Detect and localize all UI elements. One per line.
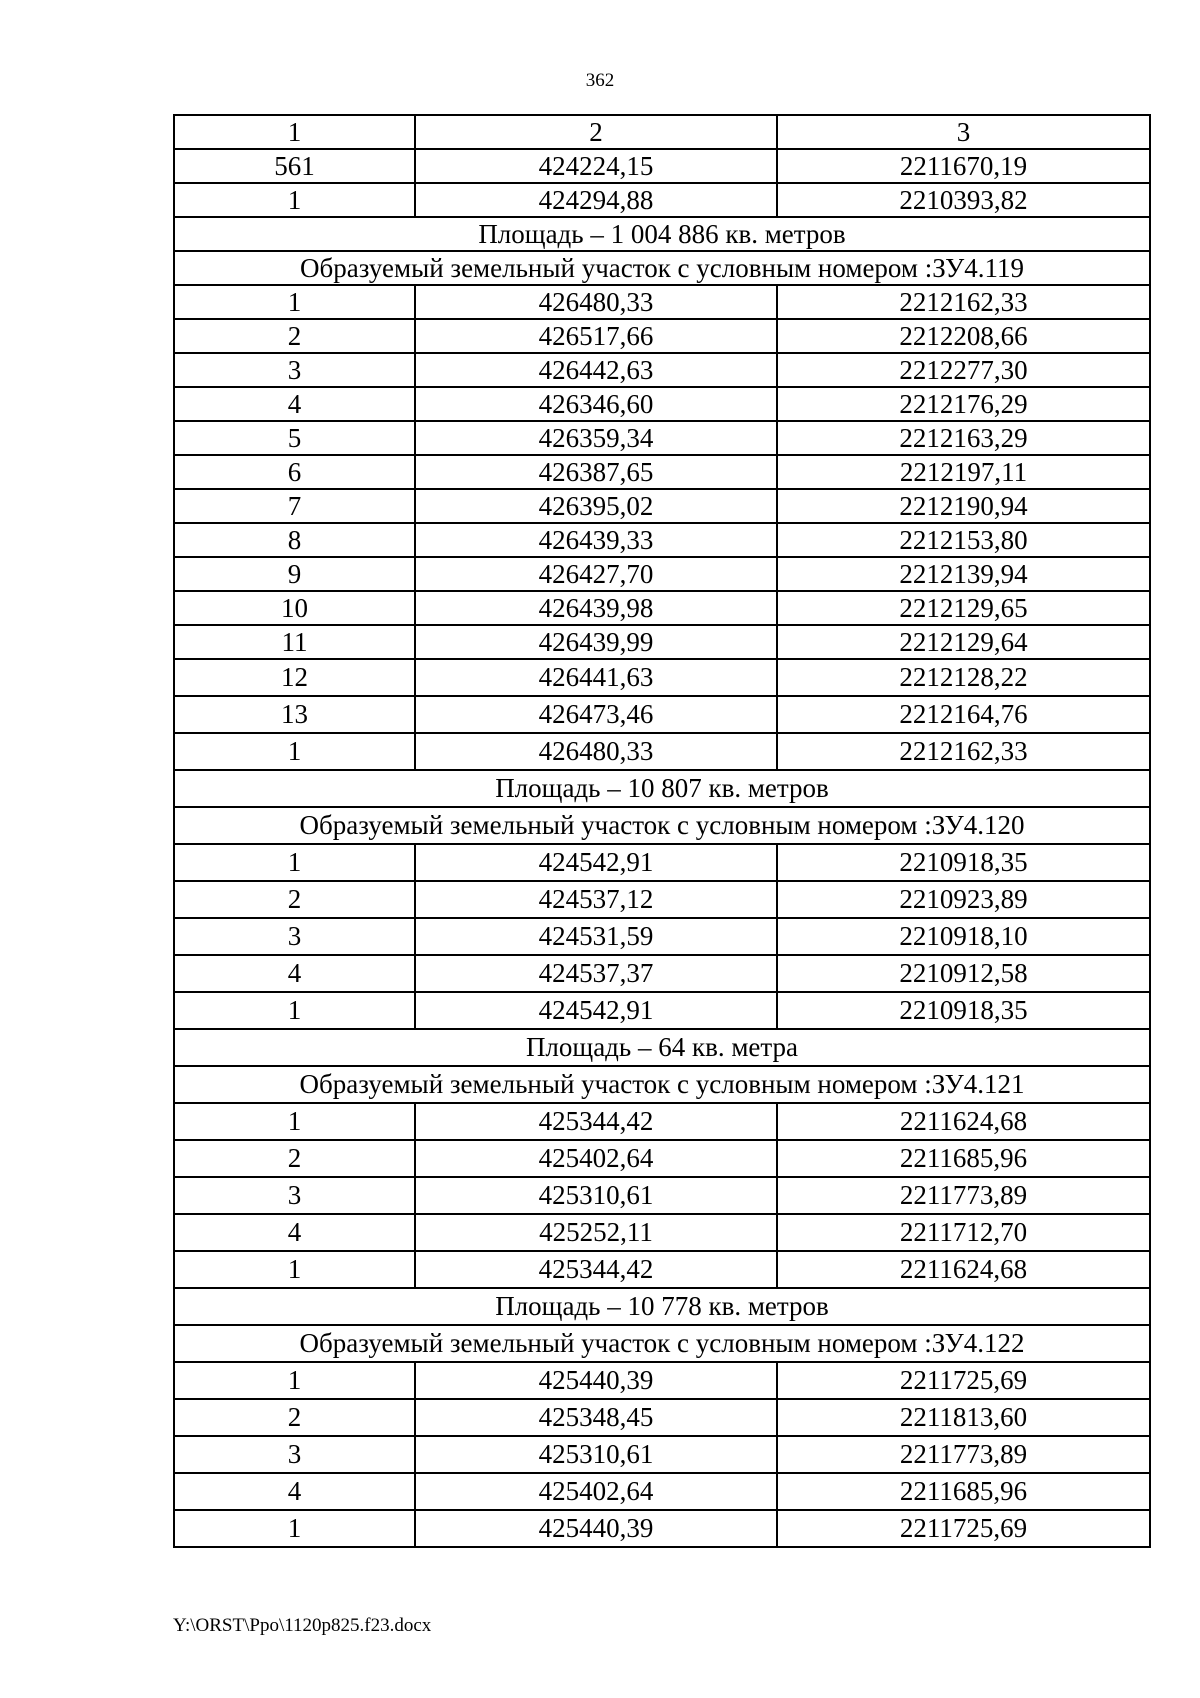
- x-coordinate-cell: 426427,70: [415, 557, 777, 591]
- x-coordinate-cell: 426439,33: [415, 523, 777, 557]
- point-number-cell: 3: [174, 918, 415, 955]
- header-row: [174, 115, 1150, 149]
- table-row: [174, 149, 1150, 183]
- area-row: [174, 217, 1150, 251]
- x-coordinate-cell: 426346,60: [415, 387, 777, 421]
- x-coordinate-cell: 426517,66: [415, 319, 777, 353]
- y-coordinate-cell: 2212190,94: [777, 489, 1150, 523]
- parcel-heading-cell: Образуемый земельный участок с условным номером :ЗУ4.119: [174, 251, 1150, 285]
- point-number-cell: 1: [174, 1362, 415, 1399]
- table-row: [174, 1177, 1150, 1214]
- x-coordinate-cell: 426395,02: [415, 489, 777, 523]
- x-coordinate-cell: 424531,59: [415, 918, 777, 955]
- page-number: 362: [585, 70, 615, 91]
- table-row: [174, 918, 1150, 955]
- point-number-cell: 4: [174, 1214, 415, 1251]
- x-coordinate-cell: 425402,64: [415, 1473, 777, 1510]
- table-row: [174, 489, 1150, 523]
- table-body: [174, 115, 1150, 1547]
- table-row: [174, 955, 1150, 992]
- coordinates-table: [173, 114, 1151, 1548]
- point-number-cell: 4: [174, 1473, 415, 1510]
- point-number-cell: 1: [174, 1103, 415, 1140]
- table-row: [174, 1214, 1150, 1251]
- point-number-cell: 2: [174, 319, 415, 353]
- parcel-heading-cell: Образуемый земельный участок с условным номером :ЗУ4.121: [174, 1066, 1150, 1103]
- table-row: [174, 881, 1150, 918]
- table-row: [174, 844, 1150, 881]
- table-row: [174, 353, 1150, 387]
- y-coordinate-cell: 2210393,82: [777, 183, 1150, 217]
- y-coordinate-cell: 2212162,33: [777, 733, 1150, 770]
- y-coordinate-cell: 2211725,69: [777, 1362, 1150, 1399]
- table-row: [174, 733, 1150, 770]
- table-row: [174, 1362, 1150, 1399]
- table-row: [174, 183, 1150, 217]
- table-row: [174, 285, 1150, 319]
- table-row: [174, 1140, 1150, 1177]
- y-coordinate-cell: 2210918,10: [777, 918, 1150, 955]
- table-row: [174, 1436, 1150, 1473]
- table-row: [174, 1510, 1150, 1547]
- y-coordinate-cell: 2212208,66: [777, 319, 1150, 353]
- header-cell: 1: [174, 115, 415, 149]
- y-coordinate-cell: 2211624,68: [777, 1251, 1150, 1288]
- x-coordinate-cell: 425310,61: [415, 1436, 777, 1473]
- point-number-cell: 1: [174, 733, 415, 770]
- y-coordinate-cell: 2211773,89: [777, 1436, 1150, 1473]
- x-coordinate-cell: 426480,33: [415, 733, 777, 770]
- point-number-cell: 1: [174, 844, 415, 881]
- point-number-cell: 1: [174, 285, 415, 319]
- x-coordinate-cell: 425440,39: [415, 1510, 777, 1547]
- x-coordinate-cell: 424224,15: [415, 149, 777, 183]
- area-row: [174, 1288, 1150, 1325]
- table-row: [174, 421, 1150, 455]
- file-path-footer: Y:\ORST\Ppo\1120p825.f23.docx: [173, 1615, 432, 1636]
- x-coordinate-cell: 425344,42: [415, 1251, 777, 1288]
- y-coordinate-cell: 2212129,65: [777, 591, 1150, 625]
- y-coordinate-cell: 2211712,70: [777, 1214, 1150, 1251]
- y-coordinate-cell: 2210918,35: [777, 844, 1150, 881]
- y-coordinate-cell: 2212163,29: [777, 421, 1150, 455]
- y-coordinate-cell: 2212153,80: [777, 523, 1150, 557]
- y-coordinate-cell: 2211725,69: [777, 1510, 1150, 1547]
- x-coordinate-cell: 424537,12: [415, 881, 777, 918]
- parcel-heading-row: [174, 807, 1150, 844]
- point-number-cell: 7: [174, 489, 415, 523]
- header-cell: 3: [777, 115, 1150, 149]
- y-coordinate-cell: 2211813,60: [777, 1399, 1150, 1436]
- x-coordinate-cell: 426441,63: [415, 659, 777, 696]
- x-coordinate-cell: 426439,98: [415, 591, 777, 625]
- x-coordinate-cell: 425344,42: [415, 1103, 777, 1140]
- table-row: [174, 1103, 1150, 1140]
- x-coordinate-cell: 424542,91: [415, 992, 777, 1029]
- point-number-cell: 6: [174, 455, 415, 489]
- x-coordinate-cell: 424542,91: [415, 844, 777, 881]
- y-coordinate-cell: 2211670,19: [777, 149, 1150, 183]
- x-coordinate-cell: 425348,45: [415, 1399, 777, 1436]
- table-row: [174, 523, 1150, 557]
- x-coordinate-cell: 426359,34: [415, 421, 777, 455]
- x-coordinate-cell: 425440,39: [415, 1362, 777, 1399]
- x-coordinate-cell: 424537,37: [415, 955, 777, 992]
- point-number-cell: 1: [174, 1510, 415, 1547]
- y-coordinate-cell: 2212139,94: [777, 557, 1150, 591]
- point-number-cell: 3: [174, 1436, 415, 1473]
- point-number-cell: 1: [174, 183, 415, 217]
- point-number-cell: 2: [174, 1399, 415, 1436]
- area-cell: Площадь – 10 778 кв. метров: [174, 1288, 1150, 1325]
- y-coordinate-cell: 2210923,89: [777, 881, 1150, 918]
- parcel-heading-cell: Образуемый земельный участок с условным номером :ЗУ4.120: [174, 807, 1150, 844]
- table-row: [174, 455, 1150, 489]
- y-coordinate-cell: 2211685,96: [777, 1473, 1150, 1510]
- y-coordinate-cell: 2211624,68: [777, 1103, 1150, 1140]
- x-coordinate-cell: 426442,63: [415, 353, 777, 387]
- point-number-cell: 11: [174, 625, 415, 659]
- point-number-cell: 2: [174, 1140, 415, 1177]
- point-number-cell: 5: [174, 421, 415, 455]
- table-row: [174, 387, 1150, 421]
- area-row: [174, 770, 1150, 807]
- point-number-cell: 10: [174, 591, 415, 625]
- table-row: [174, 1473, 1150, 1510]
- area-cell: Площадь – 10 807 кв. метров: [174, 770, 1150, 807]
- area-cell: Площадь – 64 кв. метра: [174, 1029, 1150, 1066]
- x-coordinate-cell: 424294,88: [415, 183, 777, 217]
- header-cell: 2: [415, 115, 777, 149]
- area-row: [174, 1029, 1150, 1066]
- y-coordinate-cell: 2212129,64: [777, 625, 1150, 659]
- table-row: [174, 1399, 1150, 1436]
- table-row: [174, 992, 1150, 1029]
- y-coordinate-cell: 2212197,11: [777, 455, 1150, 489]
- x-coordinate-cell: 426439,99: [415, 625, 777, 659]
- point-number-cell: 8: [174, 523, 415, 557]
- point-number-cell: 2: [174, 881, 415, 918]
- y-coordinate-cell: 2212176,29: [777, 387, 1150, 421]
- x-coordinate-cell: 425402,64: [415, 1140, 777, 1177]
- y-coordinate-cell: 2212162,33: [777, 285, 1150, 319]
- y-coordinate-cell: 2211685,96: [777, 1140, 1150, 1177]
- y-coordinate-cell: 2212277,30: [777, 353, 1150, 387]
- point-number-cell: 3: [174, 1177, 415, 1214]
- x-coordinate-cell: 426387,65: [415, 455, 777, 489]
- parcel-heading-row: [174, 1066, 1150, 1103]
- point-number-cell: 4: [174, 955, 415, 992]
- table-row: [174, 557, 1150, 591]
- table-row: [174, 591, 1150, 625]
- x-coordinate-cell: 425310,61: [415, 1177, 777, 1214]
- y-coordinate-cell: 2212164,76: [777, 696, 1150, 733]
- point-number-cell: 1: [174, 1251, 415, 1288]
- table-row: [174, 696, 1150, 733]
- y-coordinate-cell: 2210918,35: [777, 992, 1150, 1029]
- table-row: [174, 319, 1150, 353]
- table-row: [174, 659, 1150, 696]
- y-coordinate-cell: 2210912,58: [777, 955, 1150, 992]
- point-number-cell: 1: [174, 992, 415, 1029]
- parcel-heading-row: [174, 1325, 1150, 1362]
- point-number-cell: 9: [174, 557, 415, 591]
- area-cell: Площадь – 1 004 886 кв. метров: [174, 217, 1150, 251]
- point-number-cell: 13: [174, 696, 415, 733]
- point-number-cell: 561: [174, 149, 415, 183]
- parcel-heading-row: [174, 251, 1150, 285]
- table-row: [174, 625, 1150, 659]
- parcel-heading-cell: Образуемый земельный участок с условным номером :ЗУ4.122: [174, 1325, 1150, 1362]
- x-coordinate-cell: 426473,46: [415, 696, 777, 733]
- y-coordinate-cell: 2212128,22: [777, 659, 1150, 696]
- point-number-cell: 4: [174, 387, 415, 421]
- point-number-cell: 12: [174, 659, 415, 696]
- table-row: [174, 1251, 1150, 1288]
- x-coordinate-cell: 426480,33: [415, 285, 777, 319]
- point-number-cell: 3: [174, 353, 415, 387]
- x-coordinate-cell: 425252,11: [415, 1214, 777, 1251]
- y-coordinate-cell: 2211773,89: [777, 1177, 1150, 1214]
